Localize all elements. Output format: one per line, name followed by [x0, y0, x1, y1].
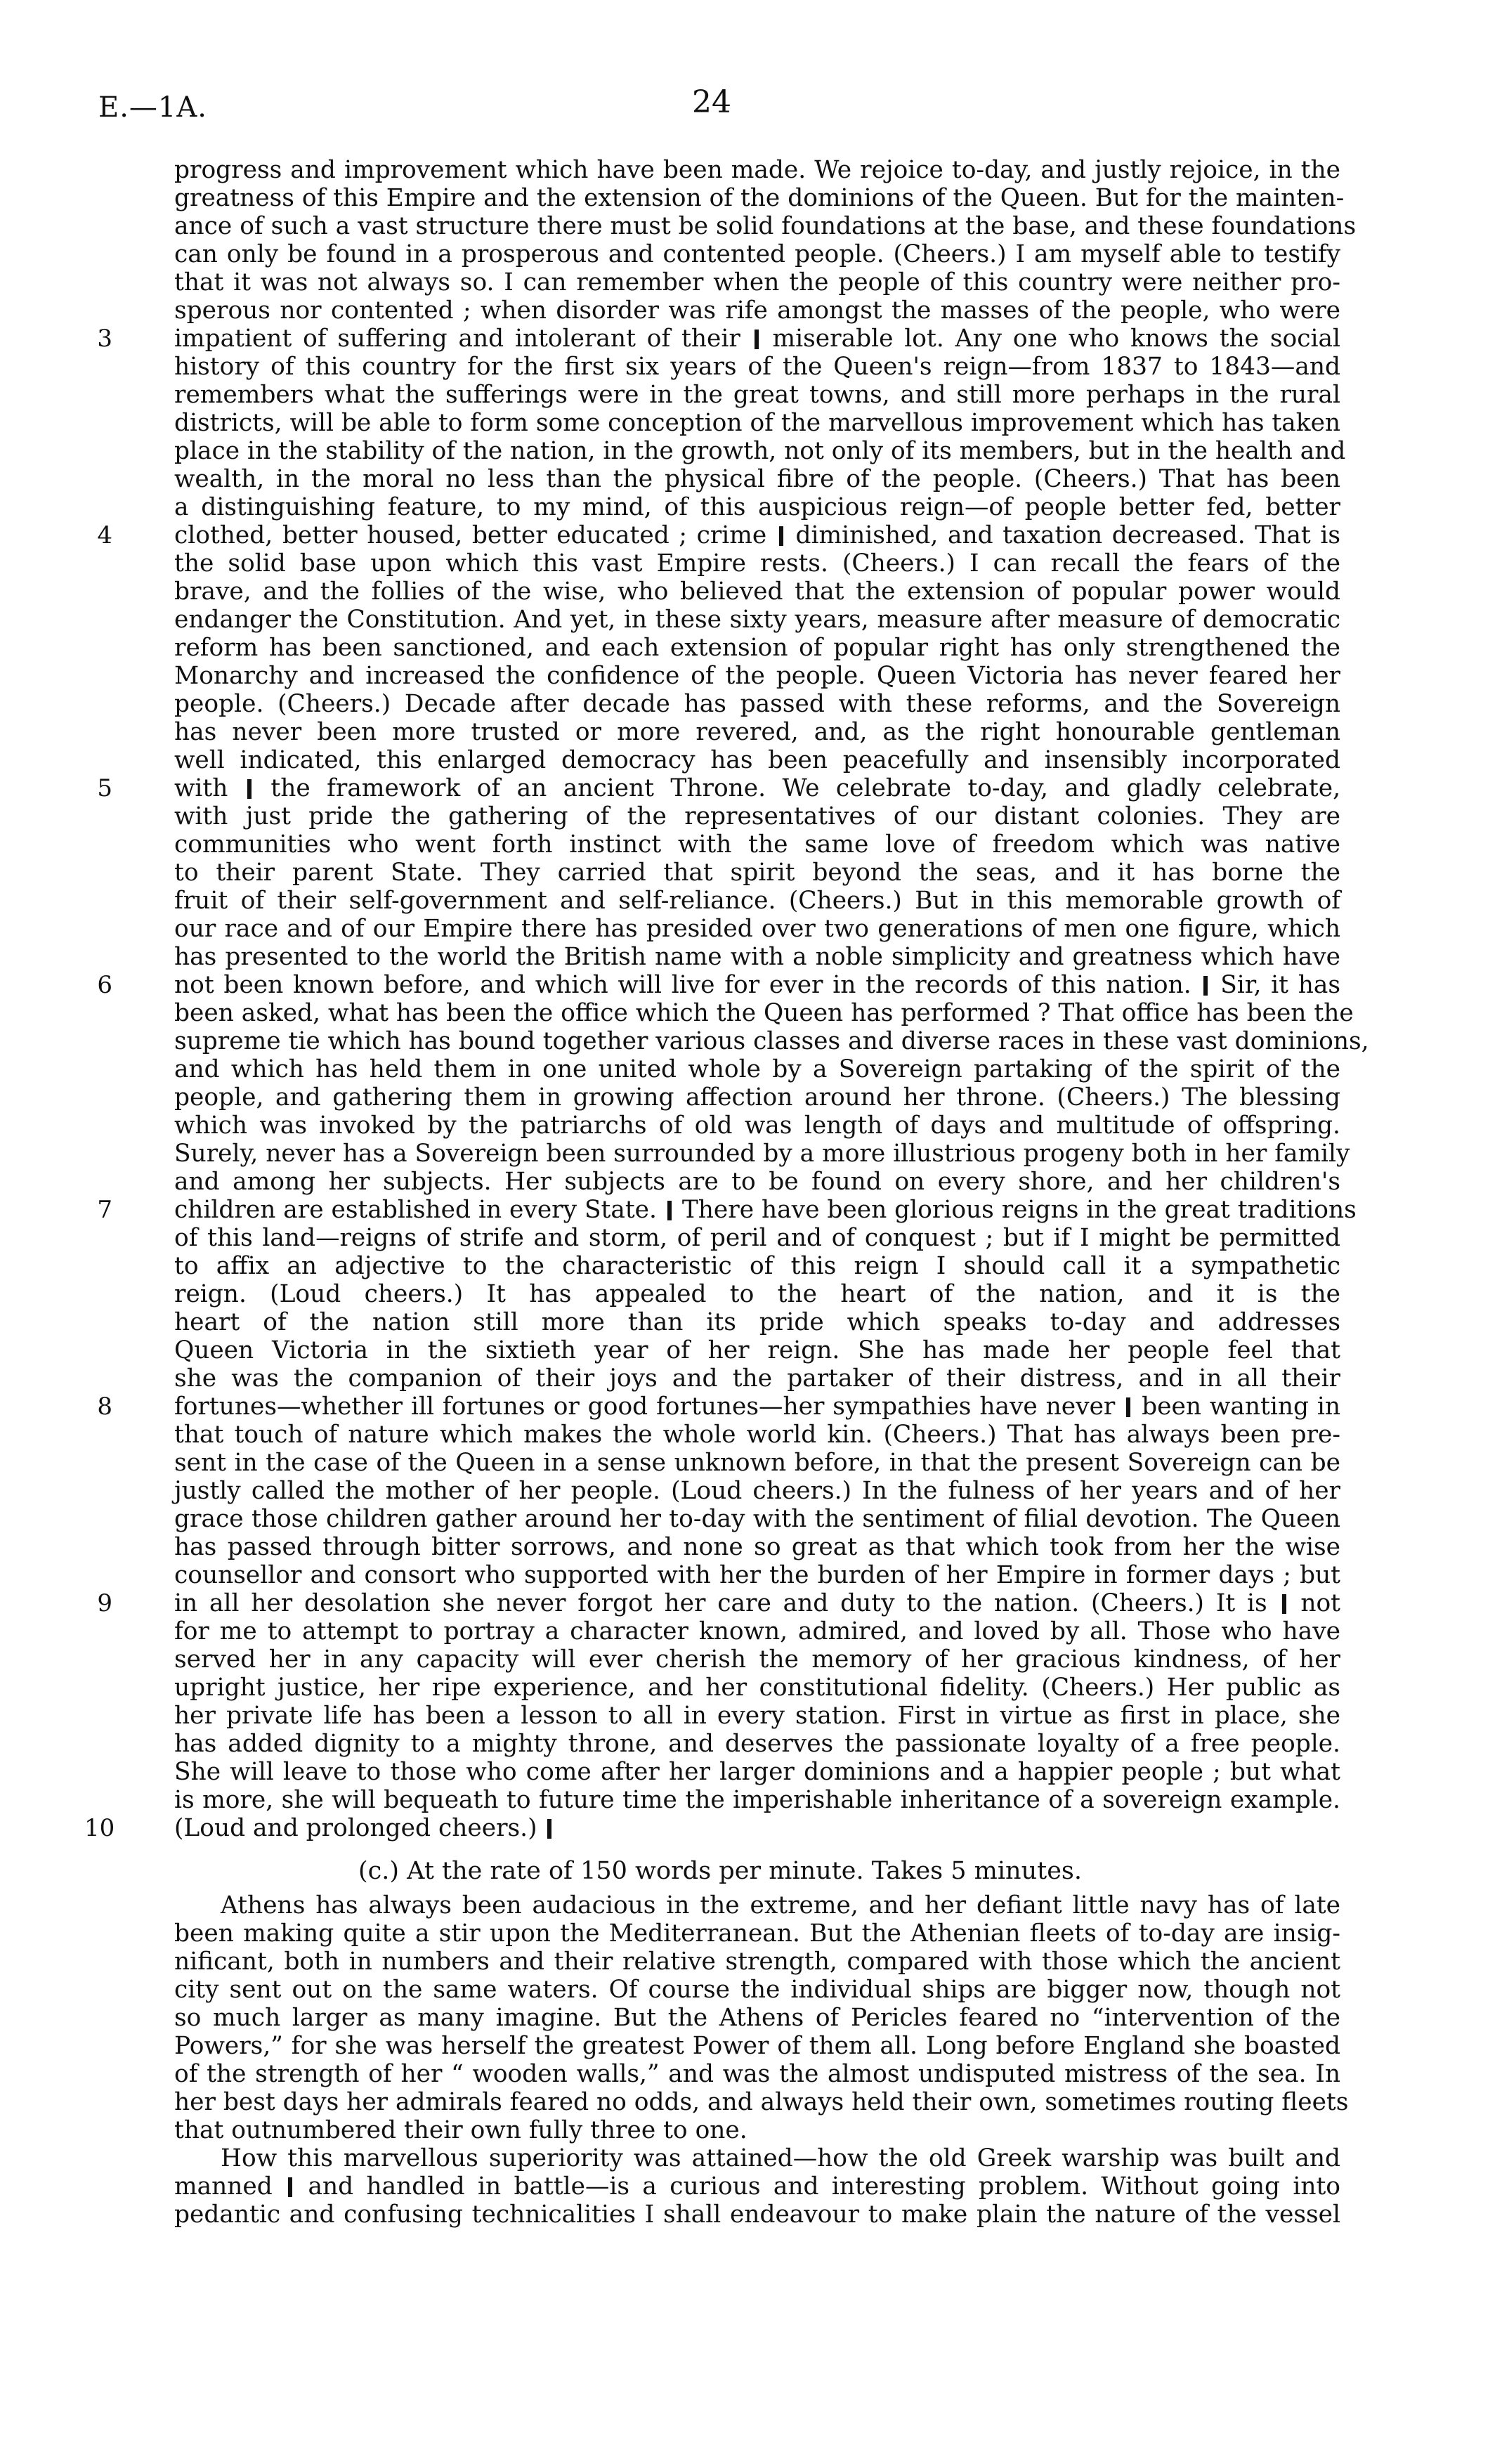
text-line-content: to their parent State. They carried that spirit beyond the seas, and it has borne the [174, 859, 1340, 887]
text-segment: not been known before, and which will live for ever in the records of this nation. [174, 971, 1191, 999]
text-line [0, 1814, 1502, 1842]
text-line-content: How this marvellous superiority was attained—how the old Greek warship was built and [221, 2144, 1340, 2172]
text-line [0, 2088, 1502, 2116]
text-line-content: city sent out on the same waters. Of course the individual ships are bigger now, though not [174, 1976, 1340, 2004]
text-line-content: reign. (Loud cheers.) It has appealed to the heart of the nation, and it is the [174, 1280, 1340, 1308]
text-line [0, 2060, 1502, 2088]
text-line-content: that touch of nature which makes the whole world kin. (Cheers.) That has always been pre- [174, 1421, 1340, 1449]
text-line-content [174, 1196, 1357, 1224]
time-mark-bar [1203, 976, 1208, 996]
text-line-content: that it was not always so. I can remember when the people of this country were neither pro- [174, 268, 1340, 296]
text-line [0, 774, 1502, 802]
text-line-content: history of this country for the first six years of the Queen's reign—from 1837 to 1843—and [174, 353, 1340, 381]
time-mark-bar [667, 1201, 672, 1220]
minute-marker: 3 [97, 325, 112, 353]
text-line-content: communities who went forth instinct with the same love of freedom which was native [174, 830, 1340, 859]
time-mark-bar [247, 779, 252, 799]
text-segment: been wanting in [1142, 1393, 1341, 1421]
time-mark-bar [779, 526, 783, 546]
text-line-content: place in the stability of the nation, in the growth, not only of its members, but in the health and [174, 437, 1346, 465]
text-line-content: upright justice, her ripe experience, and her constitutional fidelity. (Cheers.) Her public as [174, 1674, 1340, 1702]
text-line [0, 212, 1502, 240]
text-line [0, 746, 1502, 774]
text-line-content [174, 1814, 1340, 1842]
time-mark-bar [547, 1819, 551, 1839]
text-line [0, 606, 1502, 634]
text-line [0, 409, 1502, 437]
text-line-content: Powers,” for she was herself the greatest Power of them all. Long before England she boasted [174, 2032, 1340, 2060]
text-line-content: wealth, in the moral no less than the physical fibre of the people. (Cheers.) That has been [174, 465, 1340, 493]
text-segment: impatient of suffering and intolerant of their [174, 325, 740, 353]
text-line-content: a distinguishing feature, to my mind, of this auspicious reign—of people better fed, better [174, 493, 1340, 521]
text-line-content: Athens has always been audacious in the extreme, and her defiant little navy has of late [221, 1891, 1340, 1919]
text-line [0, 1786, 1502, 1814]
minute-marker: 9 [97, 1589, 112, 1617]
text-line-content: has never been more trusted or more revered, and, as the right honourable gentleman [174, 718, 1340, 746]
text-line [0, 2116, 1502, 2144]
time-mark-bar [1282, 1594, 1286, 1614]
text-line [0, 1758, 1502, 1786]
text-line [0, 1674, 1502, 1702]
text-line-content: remembers what the sufferings were in the great towns, and still more perhaps in the rural [174, 381, 1340, 409]
text-line-content: and which has held them in one united whole by a Sovereign partaking of the spirit of the [174, 1055, 1340, 1083]
text-line-content: served her in any capacity will ever cherish the memory of her gracious kindness, of her [174, 1645, 1340, 1674]
text-line-content: she was the companion of their joys and the partaker of their distress, and in all their [174, 1364, 1340, 1393]
text-line [0, 184, 1502, 212]
text-line-content: pedantic and confusing technicalities I shall endeavour to make plain the nature of the vessel [174, 2201, 1340, 2229]
text-line [0, 1393, 1502, 1421]
text-segment: clothed, better housed, better educated ; crime [174, 521, 767, 549]
text-line [0, 1449, 1502, 1477]
minute-marker: 4 [97, 521, 112, 549]
time-mark-bar [288, 2177, 292, 2197]
text-line [0, 1224, 1502, 1252]
text-line-content: people, and gathering them in growing affection around her throne. (Cheers.) The blessing [174, 1083, 1340, 1112]
text-line [0, 1505, 1502, 1533]
text-line-content: counsellor and consort who supported with her the burden of her Empire in former days ; but [174, 1561, 1340, 1589]
text-segment: fortunes—whether ill fortunes or good fortunes—her sympathies have never [174, 1393, 1116, 1421]
text-line [0, 353, 1502, 381]
text-line [0, 1533, 1502, 1561]
text-line [0, 1919, 1502, 1948]
text-line [0, 578, 1502, 606]
text-line [0, 1196, 1502, 1224]
minute-marker: 10 [84, 1814, 115, 1842]
text-line [0, 1083, 1502, 1112]
minute-marker: 7 [97, 1196, 112, 1224]
text-line-content: greatness of this Empire and the extension of the dominions of the Queen. But for the mainten- [174, 184, 1345, 212]
text-line [0, 1730, 1502, 1758]
text-line [0, 1168, 1502, 1196]
text-line [0, 1336, 1502, 1364]
text-line-content: her best days her admirals feared no odds, and always held their own, sometimes routing fleets [174, 2088, 1349, 2116]
text-line-content [174, 521, 1340, 549]
section-heading-text: (c.) At the rate of 150 words per minute. Takes 5 minutes. [358, 1857, 1082, 1885]
text-segment: and handled in battle—is a curious and interesting problem. Without going into [308, 2172, 1340, 2201]
text-line-content: well indicated, this enlarged democracy has been peacefully and insensibly incorporated [174, 746, 1340, 774]
text-segment: the framework of an ancient Throne. We celebrate to-day, and gladly celebrate, [270, 774, 1341, 802]
text-line-content: reform has been sanctioned, and each extension of popular right has only strengthened the [174, 634, 1340, 662]
text-line [0, 1702, 1502, 1730]
text-line [0, 634, 1502, 662]
time-mark-bar [1126, 1397, 1130, 1417]
minute-marker: 8 [97, 1393, 112, 1421]
text-line-content [174, 2172, 1340, 2201]
text-line-content: supreme tie which has bound together various classes and diverse races in these vast dominions, [174, 1027, 1369, 1055]
text-line [0, 549, 1502, 578]
text-line [0, 943, 1502, 971]
text-line [0, 915, 1502, 943]
text-segment: Sir, it has [1220, 971, 1341, 999]
text-line-content [174, 774, 1340, 802]
text-line [0, 1589, 1502, 1617]
text-line-content: grace those children gather around her to-day with the sentiment of filial devotion. The Queen [174, 1505, 1340, 1533]
text-line [0, 1280, 1502, 1308]
text-line-content: sperous nor contented ; when disorder was rife amongst the masses of the people, who were [174, 296, 1340, 325]
text-line [0, 2032, 1502, 2060]
text-line [0, 1561, 1502, 1589]
text-line-content [174, 1589, 1340, 1617]
text-line-content: people. (Cheers.) Decade after decade has passed with these reforms, and the Sovereign [174, 690, 1340, 718]
text-segment: with [174, 774, 228, 802]
text-line-content: has added dignity to a mighty throne, and deserves the passionate loyalty of a free people. [174, 1730, 1340, 1758]
text-line-content: and among her subjects. Her subjects are to be found on every shore, and her children's [174, 1168, 1340, 1196]
text-line [0, 296, 1502, 325]
text-line [0, 1617, 1502, 1645]
text-line-content: her private life has been a lesson to all in every station. First in virtue as first in place, she [174, 1702, 1340, 1730]
text-line-content: Queen Victoria in the sixtieth year of her reign. She has made her people feel that [174, 1336, 1340, 1364]
text-line-content: can only be found in a prosperous and contented people. (Cheers.) I am myself able to testify [174, 240, 1340, 268]
page-number: 24 [692, 84, 731, 120]
text-segment: There have been glorious reigns in the great traditions [681, 1196, 1357, 1224]
text-line [0, 1364, 1502, 1393]
text-line-content: for me to attempt to portray a character known, admired, and loved by all. Those who have [174, 1617, 1340, 1645]
document-body [0, 156, 1502, 2229]
time-mark-bar [755, 330, 759, 349]
text-line-content [174, 325, 1340, 353]
text-line-content: so much larger as many imagine. But the Athens of Pericles feared no “intervention of the [174, 2004, 1340, 2032]
text-line [0, 1645, 1502, 1674]
text-line-content: sent in the case of the Queen in a sense unknown before, in that the present Sovereign can be [174, 1449, 1340, 1477]
text-line-content: ance of such a vast structure there must be solid foundations at the base, and these foundations [174, 212, 1357, 240]
text-line [0, 2144, 1502, 2172]
text-line [0, 690, 1502, 718]
text-line-content: Surely, never has a Sovereign been surrounded by a more illustrious progeny both in her family [174, 1140, 1350, 1168]
text-line [0, 718, 1502, 746]
text-line-content [174, 971, 1340, 999]
text-line [0, 2201, 1502, 2229]
text-line [0, 1252, 1502, 1280]
text-line-content: endanger the Constitution. And yet, in these sixty years, measure after measure of democratic [174, 606, 1340, 634]
text-line-content: justly called the mother of her people. (Loud cheers.) In the fulness of her years and of her [174, 1477, 1340, 1505]
text-line [0, 156, 1502, 184]
text-line [0, 859, 1502, 887]
text-line [0, 1891, 1502, 1919]
text-line-content: progress and improvement which have been made. We rejoice to-day, and justly rejoice, in the [174, 156, 1340, 184]
text-line [0, 1027, 1502, 1055]
section-heading [0, 1851, 1502, 1891]
text-line-content: is more, she will bequeath to future time the imperishable inheritance of a sovereign example. [174, 1786, 1340, 1814]
text-line-content: the solid base upon which this vast Empire rests. (Cheers.) I can recall the fears of the [174, 549, 1340, 578]
text-line [0, 1948, 1502, 1976]
text-line [0, 1308, 1502, 1336]
text-line [0, 268, 1502, 296]
text-line [0, 802, 1502, 830]
text-line-content: been making quite a stir upon the Mediterranean. But the Athenian fleets of to-day are insig- [174, 1919, 1340, 1948]
text-line [0, 1976, 1502, 2004]
text-line-content: fruit of their self-government and self-reliance. (Cheers.) But in this memorable growth of [174, 887, 1340, 915]
text-line-content: has passed through bitter sorrows, and none so great as that which took from her the wise [174, 1533, 1340, 1561]
text-line [0, 662, 1502, 690]
text-segment: (Loud and prolonged cheers.) [174, 1814, 537, 1842]
text-segment: miserable lot. Any one who knows the social [772, 325, 1341, 353]
text-line [0, 381, 1502, 409]
text-line-content [174, 1393, 1340, 1421]
minute-marker: 5 [97, 774, 112, 802]
text-line-content: of this land—reigns of strife and storm, of peril and of conquest ; but if I might be permitted [174, 1224, 1340, 1252]
text-line [0, 1140, 1502, 1168]
text-line [0, 437, 1502, 465]
text-line [0, 1112, 1502, 1140]
text-line [0, 1477, 1502, 1505]
text-line-content: has presented to the world the British name with a noble simplicity and greatness which have [174, 943, 1340, 971]
text-line-content: Monarchy and increased the confidence of the people. Queen Victoria has never feared her [174, 662, 1340, 690]
text-line [0, 240, 1502, 268]
text-line-content: heart of the nation still more than its pride which speaks to-day and addresses [174, 1308, 1340, 1336]
text-line [0, 887, 1502, 915]
minute-marker: 6 [97, 971, 112, 999]
text-segment: diminished, and taxation decreased. That is [795, 521, 1340, 549]
text-line-content: nificant, both in numbers and their relative strength, compared with those which the ancient [174, 1948, 1340, 1976]
text-line [0, 465, 1502, 493]
text-line-content: districts, will be able to form some conception of the marvellous improvement which has taken [174, 409, 1341, 437]
text-line [0, 521, 1502, 549]
text-line [0, 493, 1502, 521]
text-line [0, 971, 1502, 999]
document-reference: E.—1A. [98, 91, 207, 124]
text-line-content: She will leave to those who come after her larger dominions and a happier people ; but what [174, 1758, 1340, 1786]
text-segment: not [1300, 1589, 1341, 1617]
text-line-content: of the strength of her “ wooden walls,” and was the almost undisputed mistress of the sea. In [174, 2060, 1340, 2088]
text-line-content: our race and of our Empire there has presided over two generations of men one figure, which [174, 915, 1340, 943]
text-line [0, 830, 1502, 859]
text-segment: children are established in every State. [174, 1196, 657, 1224]
text-line [0, 1055, 1502, 1083]
text-line [0, 2004, 1502, 2032]
text-line [0, 1421, 1502, 1449]
text-segment: manned [174, 2172, 273, 2201]
page-header [0, 84, 1502, 133]
text-line-content: brave, and the follies of the wise, who believed that the extension of popular power would [174, 578, 1340, 606]
text-line-content: been asked, what has been the office which the Queen has performed ? That office has been the [174, 999, 1354, 1027]
text-line [0, 325, 1502, 353]
text-line [0, 2172, 1502, 2201]
text-line-content: to affix an adjective to the characteristic of this reign I should call it a sympathetic [174, 1252, 1340, 1280]
text-line-content: which was invoked by the patriarchs of old was length of days and multitude of offspring. [174, 1112, 1340, 1140]
text-line-content: with just pride the gathering of the representatives of our distant colonies. They are [174, 802, 1340, 830]
text-segment: in all her desolation she never forgot her care and duty to the nation. (Cheers.) It is [174, 1589, 1267, 1617]
text-line-content: that outnumbered their own fully three to one. [174, 2116, 747, 2144]
text-line [0, 999, 1502, 1027]
